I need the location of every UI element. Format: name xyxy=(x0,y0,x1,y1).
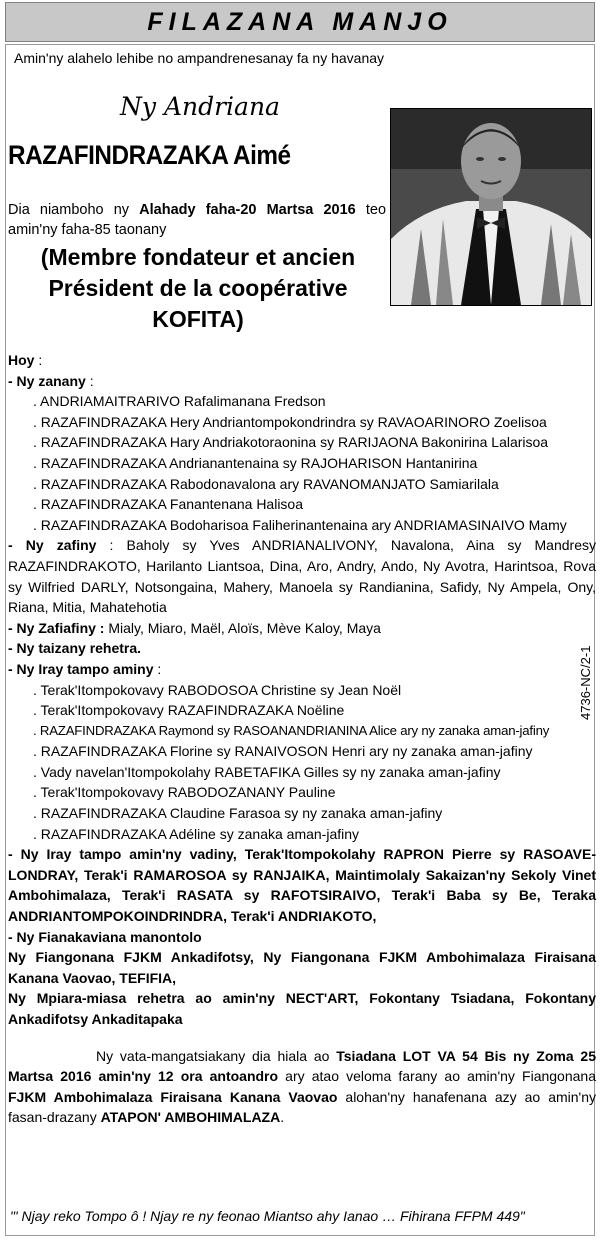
zafiny-paragraph: - Ny zafiny : Baholy sy Yves ANDRIANALIVONY, Navalona, Aina sy Mandresy RAZAFINDRAKOTO, Harilanto Liantsoa, Dina, Aro, Andry, Ando, Ny Avotra, Harintsoa, Rova sy Wilfried DARLY, Notsongaina, Mahery, Manoela sy Randianina, Safidy, Ny Ampela, Ony, Riana, Mitia, Mahatehotia xyxy=(8,537,596,616)
vadiny-paragraph: - Ny Iray tampo amin'ny vadiny, Terak'Itompokolahy RAPRON Pierre sy RASOAVE-LONDRAY, Terak'i RAMAROSOA sy RANJAIKA, Maintimolaly Sakaizan'ny Sekoly Vinet Ambohimalaza, Terak'i RASATA sy RAFOTSIRAIVO, Terak'i Baba sy Be, Teraka ANDRIANTOMPOKOINDRINDRA, Terak'i ANDRIAKOTO, xyxy=(8,846,596,925)
intro-text: Amin'ny alahelo lehibe no ampandrenesanay fa ny havanay xyxy=(14,50,385,66)
list-item: . RAZAFINDRAZAKA Hery Andriantompokondrindra sy RAVAOARINORO Zoelisoa xyxy=(33,413,547,430)
position-title: (Membre fondateur et ancien Président de la coopérative KOFITA) xyxy=(40,244,356,332)
list-item: . RAZAFINDRAZAKA Rabodonavalona ary RAVANOMANJATO Samiarilala xyxy=(33,475,499,492)
portrait-photo xyxy=(390,108,592,306)
list-item: . RAZAFINDRAZAKA Hary Andriakotoraonina sy RARIJAONA Bakonirina Lalarisoa xyxy=(33,434,549,451)
honorific: Ny Andriana xyxy=(120,92,280,121)
hymn-quote: "' Njay reko Tompo ô ! Njay re ny feonao Miantso ahy Ianao … Fihirana FFPM 449" xyxy=(10,1208,525,1224)
list-item: . RAZAFINDRAZAKA Bodoharisoa Faliherinantenaina ary ANDRIAMASINAIVO Mamy xyxy=(33,516,567,533)
zafiafiny-paragraph: - Ny Zafiafiny : Mialy, Miaro, Maël, Aloïs, Mève Kaloy, Maya xyxy=(8,619,381,636)
list-item: . RAZAFINDRAZAKA Fanantenana Halisoa xyxy=(33,496,304,513)
list-item: . ANDRIAMAITRARIVO Rafalimanana Fredson xyxy=(33,393,326,410)
list-item: . Terak'Itompokovavy RABODOZANANY Pauline xyxy=(33,784,336,801)
portrait-illustration xyxy=(391,109,591,305)
death-date: Alahady faha-20 Martsa 2016 xyxy=(139,202,356,218)
list-item: . RAZAFINDRAZAKA Claudine Farasoa sy ny zanaka aman-jafiny xyxy=(33,805,443,822)
list-item: . Terak'Itompokovavy RAZAFINDRAZAKA Noëline xyxy=(33,702,345,719)
banner-title: FILAZANA MANJO xyxy=(5,2,595,42)
deceased-name: RAZAFINDRAZAKA Aimé xyxy=(8,140,291,170)
list-item: . RAZAFINDRAZAKA Raymond sy RASOANANDRIANINA Alice ary ny zanaka aman-jafiny xyxy=(33,722,550,738)
fianakaviana-line: - Ny Fianakaviana manontolo xyxy=(8,928,202,945)
funeral-paragraph: Ny vata-mangatsiakany dia hiala ao Tsiadana LOT VA 54 Bis ny Zoma 25 Martsa 2016 amin'ny 12 ora antoandro ary ataо veloma farany ao amin'ny Fiangonana FJKM Ambohimalaza Firaisana Kanana Vaovao alohan'ny hanafenana azy ao amin'ny fasan-drazany ATAPON' AMBOHIMALAZA. xyxy=(8,1047,596,1126)
iray-heading: - Ny Iray tampo aminy : xyxy=(8,660,162,677)
reference-code: 4736-NC/2-1 xyxy=(578,645,593,720)
list-item: . RAZAFINDRAZAKA Andrianantenaina sy RAJOHARISON Hantanirina xyxy=(33,454,478,471)
list-item: . Terak'Itompokovavy RABODOSOA Christine sy Jean Noël xyxy=(33,681,402,698)
list-item: . RAZAFINDRAZAKA Adéline sy zanaka aman-jafiny xyxy=(33,825,360,842)
fiangonana-paragraph: Ny Fiangonana FJKM Ankadifotsy, Ny Fiangonana FJKM Ambohimalaza Firaisana Kanana Vaovao, TEFIFIA, xyxy=(8,949,596,986)
list-item: . Vady navelan'Itompokolahy RABETAFIKA Gilles sy ny zanaka aman-jafiny xyxy=(33,763,501,780)
death-statement: Dia niamboho ny Alahady faha-20 Martsa 2016 teo amin'ny faha-85 taonany xyxy=(8,202,387,238)
zanany-heading: - Ny zanany : xyxy=(8,372,94,389)
hoy-line: Hoy : xyxy=(8,352,43,368)
notice-body xyxy=(8,350,596,1128)
list-item: . RAZAFINDRAZAKA Florine sy RANAIVOSON Henri ary ny zanaka aman-jafiny xyxy=(33,743,533,760)
mpiara-paragraph: Ny Mpiara-miasa rehetra ao amin'ny NECT'ART, Fokontany Tsiadana, Fokontany Ankadifotsy Ankaditapaka xyxy=(8,990,596,1027)
taizany-line: - Ny taizany rehetra. xyxy=(8,640,142,657)
